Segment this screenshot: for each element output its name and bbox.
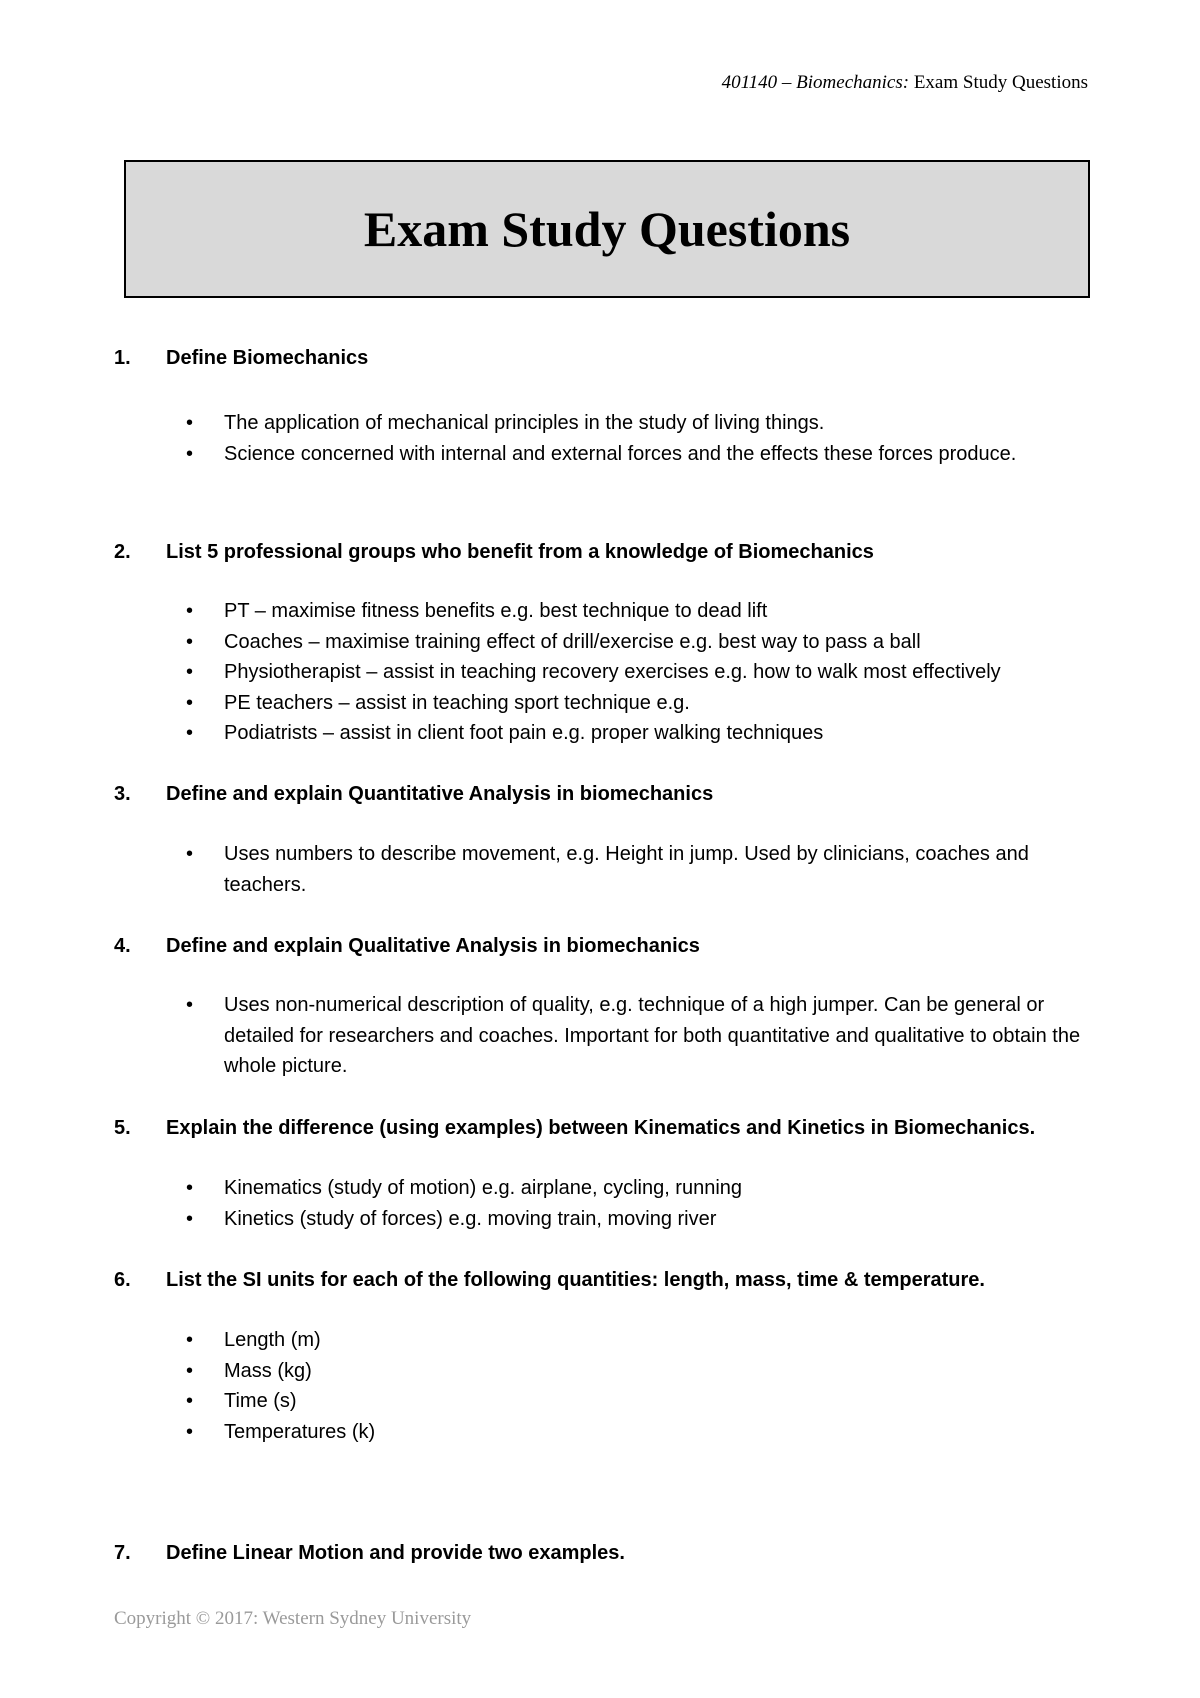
question-7: [114, 1538, 1100, 1568]
answer-text: Podiatrists – assist in client foot pain e.g. proper walking techniques: [224, 722, 824, 744]
answer-list-5: [114, 1173, 1100, 1234]
question-number: 7.: [114, 1542, 131, 1564]
answer-text: Temperatures (k): [224, 1420, 376, 1443]
question-text: List the SI units for each of the following quantities: length, mass, time & temperature.: [166, 1269, 985, 1291]
answer-item: [114, 1356, 1100, 1387]
answer-text: Uses numbers to describe movement, e.g. Height in jump. Used by clinicians, coaches and teachers.: [224, 843, 1029, 896]
question-number: 5.: [114, 1117, 131, 1139]
header-course: 401140 – Biomechanics: [721, 72, 903, 93]
bullet-icon: •: [186, 442, 194, 465]
bullet-icon: •: [186, 1329, 194, 1351]
answer-item: [114, 627, 1100, 658]
bullet-icon: •: [186, 661, 194, 683]
answer-item: [114, 657, 1100, 688]
answer-text: Time (s): [224, 1390, 297, 1412]
answer-list-3: [114, 839, 1100, 900]
question-5: [114, 1113, 1100, 1143]
answer-item: [114, 1417, 1100, 1448]
question-6: [114, 1265, 1100, 1295]
bullet-icon: •: [186, 412, 194, 434]
answer-item: [114, 1386, 1100, 1417]
answer-item: [114, 408, 1100, 439]
question-1: [114, 343, 1100, 373]
answer-text: Mass (kg): [224, 1359, 312, 1382]
bullet-icon: •: [186, 1207, 194, 1230]
bullet-icon: •: [186, 691, 194, 714]
bullet-icon: •: [186, 1390, 194, 1412]
page-title: Exam Study Questions: [363, 201, 851, 257]
question-number: 2.: [114, 541, 131, 563]
bullet-icon: •: [186, 600, 194, 622]
answer-list-4: [114, 990, 1100, 1082]
question-number: 3.: [114, 783, 131, 805]
answer-text: PT – maximise fitness benefits e.g. best technique to dead lift: [224, 600, 768, 622]
answer-item: [114, 439, 1100, 470]
question-text: Define and explain Quantitative Analysis in biomechanics: [166, 783, 714, 805]
answer-item: [114, 990, 1100, 1082]
answer-text: PE teachers – assist in teaching sport technique e.g.: [224, 691, 690, 714]
bullet-icon: •: [186, 1177, 194, 1199]
header-doc-title: Exam Study Questions: [913, 72, 1088, 93]
question-text: Explain the difference (using examples) between Kinematics and Kinetics in Biomechanics.: [166, 1117, 1036, 1139]
answer-text: The application of mechanical principles in the study of living things.: [224, 412, 825, 434]
question-3: [114, 779, 1100, 809]
question-text: Define Linear Motion and provide two examples.: [166, 1542, 625, 1564]
question-4: [114, 931, 1100, 961]
answer-text: Science concerned with internal and external forces and the effects these forces produce.: [224, 442, 1017, 465]
answer-item: [114, 839, 1100, 900]
answer-item: [114, 596, 1100, 627]
bullet-icon: •: [186, 722, 194, 744]
answer-text: Uses non-numerical description of quality, e.g. technique of a high jumper. Can be general or detailed for researchers and coaches. Important for both quantitative and qualitative to obtain the whole picture.: [224, 994, 1081, 1077]
answer-item: [114, 718, 1100, 749]
answer-item: [114, 1204, 1100, 1235]
copyright-footer: Copyright © 2017: Western Sydney University: [114, 1608, 472, 1629]
answer-list-6: [114, 1325, 1100, 1447]
question-text: List 5 professional groups who benefit from a knowledge of Biomechanics: [166, 541, 874, 563]
title-box: [124, 160, 1090, 298]
answer-text: Length (m): [224, 1329, 321, 1351]
bullet-icon: •: [186, 843, 194, 865]
bullet-icon: •: [186, 994, 194, 1016]
answer-text: Coaches – maximise training effect of drill/exercise e.g. best way to pass a ball: [224, 630, 921, 653]
answer-text: Kinetics (study of forces) e.g. moving train, moving river: [224, 1207, 717, 1230]
answer-text: Physiotherapist – assist in teaching recovery exercises e.g. how to walk most effectively: [224, 661, 1001, 683]
answer-item: [114, 1325, 1100, 1356]
bullet-icon: •: [186, 630, 194, 653]
answer-list-2: [114, 596, 1100, 749]
answer-item: [114, 1173, 1100, 1204]
question-text: Define and explain Qualitative Analysis in biomechanics: [166, 935, 700, 957]
bullet-icon: •: [186, 1420, 194, 1443]
question-number: 4.: [114, 935, 131, 957]
question-text: Define Biomechanics: [166, 347, 369, 369]
question-number: 6.: [114, 1269, 131, 1291]
header-separator: :: [902, 72, 914, 93]
question-number: 1.: [114, 347, 131, 369]
question-2: [114, 537, 1100, 567]
bullet-icon: •: [186, 1359, 194, 1382]
answer-list-1: [114, 408, 1100, 469]
answer-text: Kinematics (study of motion) e.g. airplane, cycling, running: [224, 1177, 743, 1199]
answer-item: [114, 688, 1100, 719]
running-header: [722, 72, 1088, 94]
